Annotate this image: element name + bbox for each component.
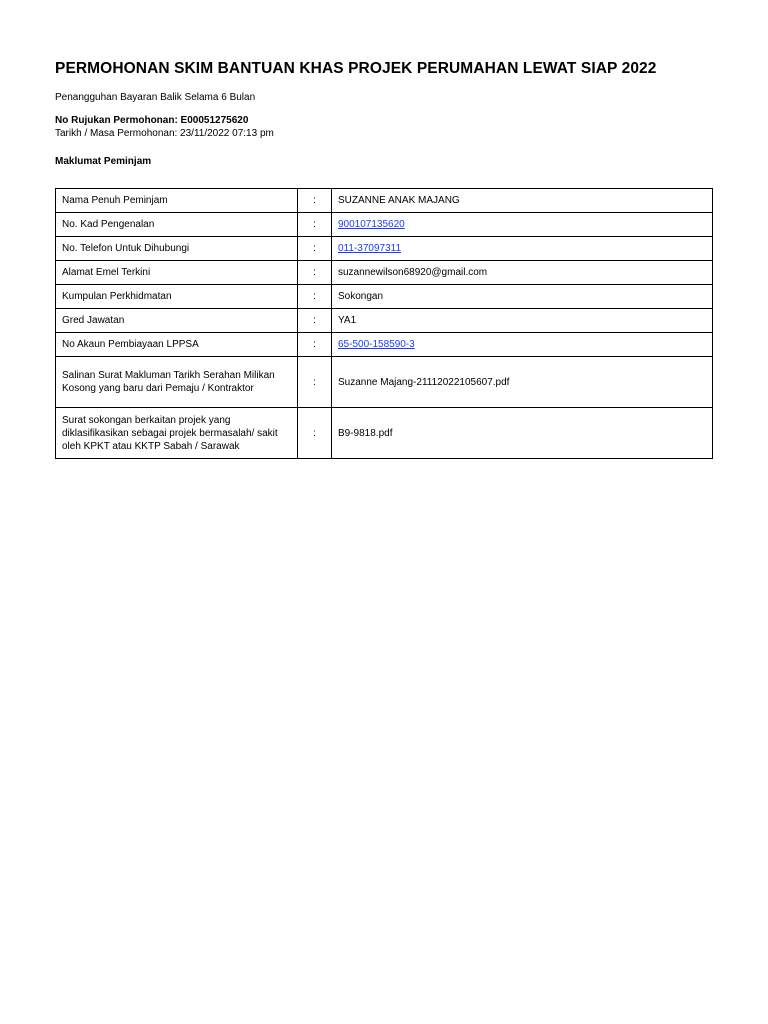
- row-label: No. Kad Pengenalan: [56, 213, 298, 237]
- section-title: Maklumat Peminjam: [55, 156, 152, 167]
- row-label: No. Telefon Untuk Dihubungi: [56, 237, 298, 261]
- row-separator: :: [298, 189, 332, 213]
- borrower-info-table: [55, 188, 713, 459]
- row-separator: :: [298, 237, 332, 261]
- account-number-link[interactable]: 65-500-158590-3: [338, 339, 415, 350]
- table-row: [56, 189, 713, 213]
- document-title: PERMOHONAN SKIM BANTUAN KHAS PROJEK PERUMAHAN LEWAT SIAP 2022: [55, 60, 657, 77]
- application-timestamp: Tarikh / Masa Permohonan: 23/11/2022 07:13 pm: [55, 128, 274, 139]
- account-cell: [332, 333, 713, 357]
- email-value: suzannewilson68920@gmail.com: [332, 261, 713, 285]
- table-row: [56, 357, 713, 408]
- service-group-value: Sokongan: [332, 285, 713, 309]
- phone-link[interactable]: 011-37097311: [338, 243, 402, 254]
- row-separator: :: [298, 357, 332, 408]
- row-label: Gred Jawatan: [56, 309, 298, 333]
- row-label: No Akaun Pembiayaan LPPSA: [56, 333, 298, 357]
- document-subtitle: Penangguhan Bayaran Balik Selama 6 Bulan: [55, 92, 256, 103]
- attachment-file-value: Suzanne Majang-21112022105607.pdf: [332, 357, 713, 408]
- table-row: [56, 237, 713, 261]
- row-separator: :: [298, 408, 332, 459]
- row-separator: :: [298, 285, 332, 309]
- reference-number: No Rujukan Permohonan: E00051275620: [55, 115, 249, 126]
- table-row: [56, 285, 713, 309]
- table-row: [56, 213, 713, 237]
- table-row: [56, 408, 713, 459]
- row-label: Salinan Surat Makluman Tarikh Serahan Milikan Kosong yang baru dari Pemaju / Kontraktor: [56, 357, 298, 408]
- row-label: Kumpulan Perkhidmatan: [56, 285, 298, 309]
- row-separator: :: [298, 261, 332, 285]
- ic-number-link[interactable]: 900107135620: [338, 219, 405, 230]
- full-name-value: SUZANNE ANAK MAJANG: [332, 189, 713, 213]
- table-row: [56, 309, 713, 333]
- row-separator: :: [298, 213, 332, 237]
- row-separator: :: [298, 333, 332, 357]
- row-separator: :: [298, 309, 332, 333]
- support-letter-file-value: B9-9818.pdf: [332, 408, 713, 459]
- row-label: Nama Penuh Peminjam: [56, 189, 298, 213]
- ic-number-cell: [332, 213, 713, 237]
- table-row: [56, 333, 713, 357]
- grade-value: YA1: [332, 309, 713, 333]
- table-row: [56, 261, 713, 285]
- row-label: Surat sokongan berkaitan projek yang diklasifikasikan sebagai projek bermasalah/ sakit oleh KPKT atau KKTP Sabah / Sarawak: [56, 408, 298, 459]
- phone-cell: [332, 237, 713, 261]
- row-label: Alamat Emel Terkini: [56, 261, 298, 285]
